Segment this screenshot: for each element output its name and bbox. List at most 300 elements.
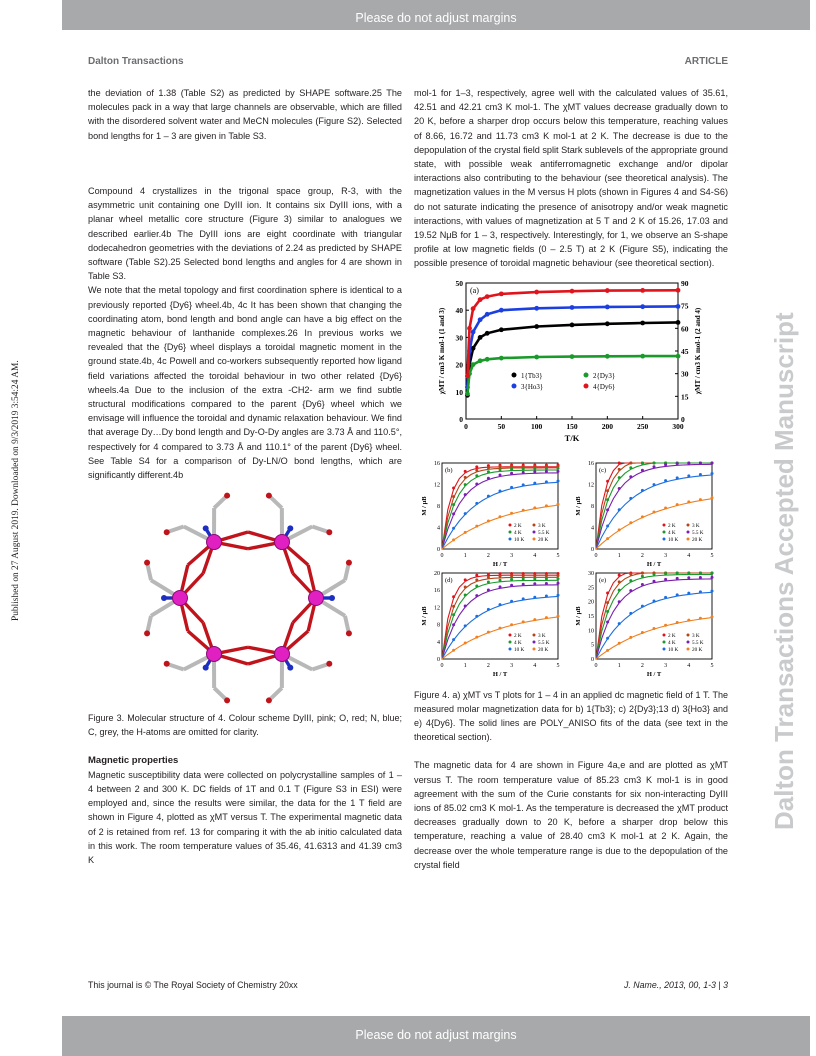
data-point (533, 577, 536, 580)
legend-marker (663, 523, 666, 526)
data-point (452, 512, 455, 515)
data-point (475, 474, 478, 477)
journal-name: Dalton Transactions (88, 56, 184, 67)
data-point (699, 576, 702, 579)
data-point (641, 515, 644, 518)
y-tick-label: 12 (434, 482, 440, 489)
data-point (629, 466, 632, 469)
data-point (464, 578, 467, 581)
left-paragraph-1: the deviation of 1.38 (Table S2) as predicted by SHAPE software.25 The molecules pack in a way that large channels are observable, which are filled with the disordered solvent water and MeCN molecules (Figure S2). Selected bond lengths for 1 – 3 are given in Table S3. (88, 88, 402, 141)
legend-marker (663, 530, 666, 533)
x-axis-label: H / T (492, 670, 508, 678)
x-tick-label: 4 (533, 662, 537, 669)
data-point (533, 618, 536, 621)
data-point (487, 466, 490, 469)
data-point (499, 307, 504, 312)
y-axis-label: χMT / cm3 K mol-1 (1 and 3) (438, 307, 446, 394)
data-point (676, 503, 679, 506)
x-tick-label: 5 (710, 662, 714, 669)
data-point (606, 479, 609, 482)
data-point (499, 585, 502, 588)
figure-4-caption: Figure 4. a) χMT vs T plots for 1 – 4 in an applied dc magnetic field of 1 T. The measured molar magnetization data for b) 1{Tb3}; c) 2{Dy3};13 d) 3{Ho3} and e) 4{Dy6}. The solid lines are POLY_ANISO fits of the data (see text in the theoretical section). (414, 689, 728, 743)
data-point (471, 362, 476, 367)
legend-label: 3 K (538, 632, 546, 639)
data-point (641, 574, 644, 577)
data-point (653, 572, 656, 575)
data-point (499, 572, 502, 575)
data-point (676, 621, 679, 624)
legend-marker (533, 530, 536, 533)
data-point (485, 312, 490, 317)
data-point (485, 331, 490, 336)
x-axis-label: H / T (646, 670, 662, 678)
data-point (557, 593, 560, 596)
data-point (676, 476, 679, 479)
data-point (464, 512, 467, 515)
left-paragraph-4: Magnetic susceptibility data were collected on polycrystalline samples of 1 – 4 between 2 and 300 K. DC fields of 1T and 0.1 T (Figure S3 in ESI) were employed and, since the results were similar, the data for the 1 T field are shown in Figure 4, plotted as χMT versus T. The experimental magnetic data of 2 is retained from ref. 13 for comparing it with the ab initio calculated data in this work. The room temperature values of 35.46, 41.6313 and 41.39 cm3 K (88, 769, 402, 866)
data-point (605, 354, 610, 359)
data-point (522, 574, 525, 577)
y-tick-label: 16 (588, 460, 594, 467)
data-point (557, 581, 560, 584)
data-point (475, 578, 478, 581)
data-point (699, 616, 702, 619)
data-point (465, 391, 470, 396)
figure-4-magnetization-panels (414, 459, 728, 684)
data-point (699, 571, 702, 574)
oxygen-atom (346, 560, 352, 566)
data-point (499, 603, 502, 606)
watermark-text: Dalton Transactions Accepted Manuscript (769, 312, 799, 830)
data-point (534, 354, 539, 359)
data-point (687, 500, 690, 503)
footer-copyright: This journal is © The Royal Society of Chemistry 20xx (88, 980, 298, 990)
data-point (464, 585, 467, 588)
x-tick-label: 1 (617, 552, 621, 559)
data-point (464, 493, 467, 496)
legend-marker (687, 633, 690, 636)
legend-label: 2 K (668, 522, 676, 529)
data-point (487, 470, 490, 473)
data-point (629, 497, 632, 500)
data-point (711, 575, 714, 578)
y-tick-label: 4 (437, 639, 440, 646)
x-tick-label: 0 (464, 421, 468, 431)
data-point (471, 306, 476, 311)
y2-tick-label: 0 (681, 414, 685, 424)
y-tick-label: 12 (434, 605, 440, 612)
data-point (711, 589, 714, 592)
x-tick-label: 3 (510, 662, 514, 669)
panel-label: (b) (445, 466, 453, 474)
y2-axis-label: χMT / cm3 K mol-1 (2 and 4) (694, 307, 702, 394)
data-point (629, 612, 632, 615)
data-point (545, 467, 548, 470)
data-point (557, 577, 560, 580)
legend-label: 10 K (514, 536, 525, 543)
data-point (557, 479, 560, 482)
data-point (618, 487, 621, 490)
data-point (510, 471, 513, 474)
data-point (641, 571, 644, 574)
x-tick-label: 3 (664, 662, 668, 669)
x-tick-label: 0 (594, 662, 598, 669)
data-point (711, 496, 714, 499)
data-point (618, 528, 621, 531)
data-point (522, 508, 525, 511)
y-tick-label: 4 (591, 525, 594, 532)
legend-marker (663, 640, 666, 643)
data-point (464, 531, 467, 534)
data-point (475, 482, 478, 485)
x-tick-label: 2 (640, 552, 644, 559)
data-point (534, 324, 539, 329)
data-point (522, 597, 525, 600)
legend-label: 2{Dy3} (593, 371, 616, 380)
data-point (464, 641, 467, 644)
data-point (485, 357, 490, 362)
data-point (618, 476, 621, 479)
data-point (510, 583, 513, 586)
legend-label: 10 K (668, 536, 679, 543)
legend-label: 5.5 K (538, 639, 550, 646)
x-tick-label: 50 (497, 421, 506, 431)
y-tick-label: 16 (434, 460, 440, 467)
data-point (545, 574, 548, 577)
data-point (570, 305, 575, 310)
data-point (629, 579, 632, 582)
data-point (676, 593, 679, 596)
oxygen-atom (326, 530, 332, 536)
data-point (475, 468, 478, 471)
x-tick-label: 4 (533, 552, 537, 559)
oxygen-atom (144, 560, 150, 566)
data-point (664, 506, 667, 509)
data-point (510, 578, 513, 581)
data-point (475, 614, 478, 617)
left-paragraph-2: Compound 4 crystallizes in the trigonal space group, R-3, with the asymmetric unit containing one DyIII ion. It contains six DyIII ions, with a planar wheel metallic core structure (Figure 3) similar to analogues we described earlier.4b The DyIII ions are eight coordinate with triangular dodecahedron geometries with the deviations of 2.24 as predicted by SHAPE software (Table S2).25 Selected bond lengths and angles for 4 are shown in Table S3. (88, 186, 402, 282)
figure-3-molecular-structure (88, 490, 402, 705)
y2-tick-label: 75 (681, 301, 689, 311)
x-tick-label: 200 (601, 421, 613, 431)
data-point (641, 488, 644, 491)
y-tick-label: 8 (591, 503, 594, 510)
data-point (545, 504, 548, 507)
data-point (499, 355, 504, 360)
data-point (629, 572, 632, 575)
y2-tick-label: 45 (681, 346, 689, 356)
y-tick-label: 30 (588, 570, 594, 577)
legend-label: 20 K (538, 646, 549, 653)
legend-label: 4{Dy6} (593, 382, 616, 391)
oxygen-atom (326, 661, 332, 667)
accepted-manuscript-watermark (751, 228, 811, 833)
legend-marker (687, 537, 690, 540)
oxygen-atom (266, 493, 272, 499)
data-point (522, 577, 525, 580)
legend-label: 4 K (514, 639, 522, 646)
data-point (711, 571, 714, 574)
y-tick-label: 12 (588, 482, 594, 489)
data-point (452, 486, 455, 489)
legend-marker (509, 523, 512, 526)
data-point (557, 614, 560, 617)
legend-label: 10 K (514, 646, 525, 653)
y-tick-label: 5 (591, 642, 594, 649)
data-point (641, 468, 644, 471)
data-point (452, 538, 455, 541)
data-point (676, 571, 679, 574)
legend-label: 20 K (692, 536, 703, 543)
data-point (499, 626, 502, 629)
data-point (499, 515, 502, 518)
legend-marker (512, 383, 517, 388)
data-point (545, 577, 548, 580)
data-point (471, 329, 476, 334)
oxygen-atom (266, 698, 272, 704)
data-point (570, 288, 575, 293)
figure-4a-chart (414, 277, 728, 457)
data-point (653, 461, 656, 464)
right-column (414, 86, 728, 872)
data-point (653, 599, 656, 602)
data-point (475, 573, 478, 576)
data-point (687, 576, 690, 579)
data-point (618, 467, 621, 470)
data-point (499, 578, 502, 581)
x-tick-label: 300 (672, 421, 684, 431)
data-point (534, 306, 539, 311)
data-point (653, 510, 656, 513)
legend-label: 2 K (514, 522, 522, 529)
data-point (664, 463, 667, 466)
y-tick-label: 20 (434, 570, 440, 577)
data-point (699, 498, 702, 501)
data-point (452, 613, 455, 616)
panel-label: (c) (599, 466, 607, 474)
data-point (452, 623, 455, 626)
y-tick-label: 15 (588, 613, 594, 620)
x-tick-label: 100 (531, 421, 543, 431)
y-tick-label: 16 (434, 587, 440, 594)
y-axis-label: M / μB (575, 606, 582, 626)
data-point (618, 508, 621, 511)
data-point (687, 461, 690, 464)
data-point (510, 574, 513, 577)
nitrogen-atom (287, 526, 293, 532)
data-point (629, 461, 632, 464)
x-tick-label: 1 (463, 552, 467, 559)
legend-label: 5.5 K (692, 639, 704, 646)
legend-marker (687, 640, 690, 643)
x-tick-label: 4 (687, 552, 691, 559)
legend-marker (663, 633, 666, 636)
data-point (605, 288, 610, 293)
data-point (464, 593, 467, 596)
legend-marker (663, 537, 666, 540)
data-point (533, 574, 536, 577)
legend-marker (533, 537, 536, 540)
data-point (545, 594, 548, 597)
data-point (452, 638, 455, 641)
data-point (452, 648, 455, 651)
data-point (618, 573, 621, 576)
data-point (487, 476, 490, 479)
x-tick-label: 0 (440, 662, 444, 669)
x-axis-label: T/K (564, 432, 580, 443)
section-title-magnetic: Magnetic properties (88, 754, 179, 766)
data-point (618, 600, 621, 603)
data-point (606, 498, 609, 501)
x-tick-label: 3 (510, 552, 514, 559)
x-tick-label: 4 (687, 662, 691, 669)
data-point (676, 287, 681, 292)
data-point (699, 461, 702, 464)
dysprosium-atom (309, 591, 324, 606)
x-tick-label: 1 (463, 662, 467, 669)
data-point (641, 461, 644, 464)
oxygen-atom (224, 493, 230, 499)
data-point (687, 591, 690, 594)
data-point (687, 571, 690, 574)
x-axis-label: H / T (646, 560, 662, 568)
legend-marker (509, 537, 512, 540)
y-axis-label: M / μB (421, 496, 428, 516)
x-tick-label: 5 (556, 662, 560, 669)
data-point (475, 635, 478, 638)
figure-3-caption: Figure 3. Molecular structure of 4. Colour scheme DyIII, pink; O, red; N, blue; C, grey, the H-atoms are omitted for clarity. (88, 713, 402, 738)
y-tick-label: 10 (455, 387, 463, 397)
data-point (533, 595, 536, 598)
data-point (557, 469, 560, 472)
data-point (605, 304, 610, 309)
legend-label: 5.5 K (692, 529, 704, 536)
legend-marker (509, 647, 512, 650)
dysprosium-atom (275, 647, 290, 662)
data-point (465, 373, 470, 378)
data-point (478, 335, 483, 340)
nitrogen-atom (329, 595, 335, 601)
legend-label: 20 K (538, 536, 549, 543)
data-point (653, 483, 656, 486)
publication-note (4, 318, 24, 623)
legend-marker (512, 372, 517, 377)
data-point (629, 636, 632, 639)
data-point (487, 575, 490, 578)
data-point (452, 604, 455, 607)
data-point (711, 615, 714, 618)
data-point (475, 584, 478, 587)
data-point (640, 320, 645, 325)
data-point (533, 506, 536, 509)
legend-marker (509, 640, 512, 643)
legend-label: 2 K (668, 632, 676, 639)
data-point (510, 623, 513, 626)
dysprosium-atom (207, 535, 222, 550)
data-point (522, 467, 525, 470)
data-point (485, 294, 490, 299)
data-point (452, 503, 455, 506)
x-tick-label: 150 (566, 421, 578, 431)
y-tick-label: 30 (455, 333, 463, 343)
data-point (618, 580, 621, 583)
data-point (533, 481, 536, 484)
x-tick-label: 5 (556, 552, 560, 559)
legend-marker (687, 647, 690, 650)
data-point (687, 474, 690, 477)
dysprosium-atom (207, 647, 222, 662)
data-point (557, 502, 560, 505)
data-point (570, 322, 575, 327)
data-point (653, 627, 656, 630)
legend-label: 3 K (538, 522, 546, 529)
y-tick-label: 40 (455, 305, 463, 315)
data-point (711, 472, 714, 475)
data-point (487, 519, 490, 522)
x-tick-label: 3 (664, 552, 668, 559)
y-axis-label: M / μB (421, 606, 428, 626)
data-point (478, 317, 483, 322)
legend-marker (663, 647, 666, 650)
data-point (534, 289, 539, 294)
data-point (711, 461, 714, 464)
y-tick-label: 0 (437, 546, 440, 553)
data-point (641, 604, 644, 607)
data-point (664, 578, 667, 581)
y2-tick-label: 90 (681, 278, 689, 288)
legend-marker (533, 523, 536, 526)
data-point (606, 610, 609, 613)
data-point (606, 537, 609, 540)
data-point (522, 620, 525, 623)
footer-citation: J. Name., 2013, 00, 1-3 | 3 (624, 980, 728, 990)
data-point (475, 465, 478, 468)
running-header (88, 56, 728, 67)
data-point (510, 486, 513, 489)
y-tick-label: 0 (591, 546, 594, 553)
nitrogen-atom (161, 595, 167, 601)
data-point (618, 588, 621, 591)
oxygen-atom (164, 530, 170, 536)
data-point (487, 494, 490, 497)
data-point (664, 479, 667, 482)
legend-marker (509, 530, 512, 533)
right-paragraph-1: mol-1 for 1–3, respectively, agree well with the calculated values of 35.61, 42.51 and 42.21 cm3 K mol-1. The χMT values decrease gradually down to 20 K, before a sharper drop occurs below this temperature, reaching values of 8.66, 16.72 and 11.73 cm3 K mol-1 at 2 K. The decrease is due to the depopulation of the crystal field split Stark sublevels of the appropriate ground state, with possible weak antiferromagnetic exchange and/or dipolar interactions also contributing to the behaviour (see theoretical analysis). The magnetization values in the M versus H plots (shown in Figures 4 and S4-S6) do not saturate indicating the presence of anisotropy and/or weak magnetic interactions, with values of magnetization at 5 T and 2 K of 15.26, 17.03 and 19.52 NμB for 1 – 3, respectively. Interestingly, for 1, we observe an S-shape profile at low magnetic fields (0 – 2.5 T) at 2 K (Figure S5), indicating the possible presence of toroidal magnetic behaviour (see theoretical section). (414, 88, 728, 269)
y-tick-label: 4 (437, 525, 440, 532)
data-point (510, 467, 513, 470)
plot-frame (466, 283, 678, 419)
data-point (653, 579, 656, 582)
data-point (618, 461, 621, 464)
data-point (487, 588, 490, 591)
data-point (510, 599, 513, 602)
data-point (464, 604, 467, 607)
data-point (464, 469, 467, 472)
x-tick-label: 2 (640, 662, 644, 669)
section-label: ARTICLE (684, 56, 728, 67)
page-footer (88, 980, 728, 990)
data-point (545, 470, 548, 473)
data-point (606, 489, 609, 492)
series-line (467, 356, 678, 394)
y-tick-label: 10 (588, 627, 594, 634)
x-tick-label: 0 (594, 552, 598, 559)
data-point (640, 288, 645, 293)
data-point (664, 623, 667, 626)
y2-tick-label: 15 (681, 391, 689, 401)
y-tick-label: 20 (588, 599, 594, 606)
data-point (629, 475, 632, 478)
